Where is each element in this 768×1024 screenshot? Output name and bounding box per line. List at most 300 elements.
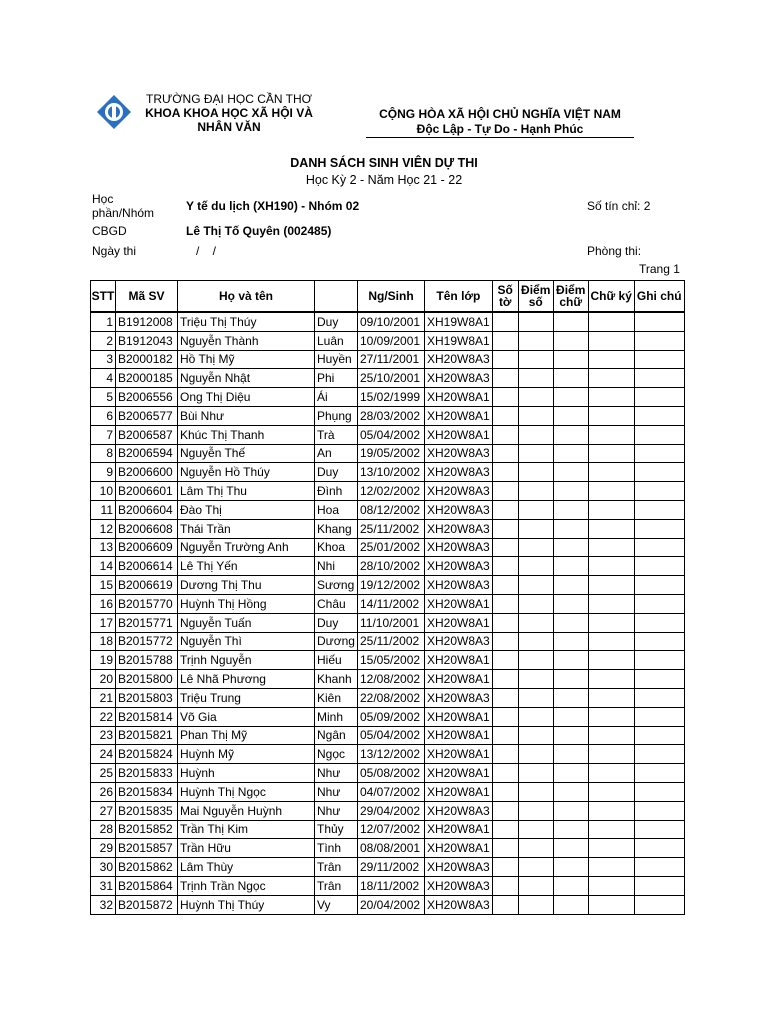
row-note-cell [634, 726, 684, 745]
row-stt: 1 [91, 312, 116, 331]
row-note-cell [634, 425, 684, 444]
row-student-code: B2000182 [116, 350, 178, 369]
row-surname: Huỳnh Thị Ngọc [178, 782, 315, 801]
row-sheets-cell [492, 745, 518, 764]
row-signature-cell [588, 632, 634, 651]
row-surname: Huỳnh Thị Hồng [178, 594, 315, 613]
row-score-number-cell [518, 425, 553, 444]
row-student-code: B2006619 [116, 576, 178, 595]
roster-body [91, 312, 685, 914]
table-row [91, 726, 685, 745]
row-score-number-cell [518, 745, 553, 764]
row-sheets-cell [492, 839, 518, 858]
row-class: XH19W8A1 [425, 312, 493, 331]
row-sheets-cell [492, 594, 518, 613]
table-row [91, 820, 685, 839]
row-note-cell [634, 632, 684, 651]
row-dob: 09/10/2001 [358, 312, 425, 331]
row-score-text-cell [553, 576, 588, 595]
row-surname: Nguyễn Nhật [178, 369, 315, 388]
row-score-number-cell [518, 632, 553, 651]
row-signature-cell [588, 745, 634, 764]
row-signature-cell [588, 388, 634, 407]
row-surname: Trần Hữu [178, 839, 315, 858]
row-student-code: B2015824 [116, 745, 178, 764]
row-stt: 11 [91, 500, 116, 519]
table-row [91, 388, 685, 407]
row-stt: 9 [91, 463, 116, 482]
row-dob: 05/04/2002 [358, 425, 425, 444]
row-note-cell [634, 388, 684, 407]
row-dob: 13/12/2002 [358, 745, 425, 764]
row-class: XH20W8A1 [425, 651, 493, 670]
row-surname: Trịnh Nguyễn [178, 651, 315, 670]
row-score-text-cell [553, 858, 588, 877]
row-dob: 12/02/2002 [358, 482, 425, 501]
row-student-code: B2015772 [116, 632, 178, 651]
row-stt: 22 [91, 707, 116, 726]
row-note-cell [634, 482, 684, 501]
row-note-cell [634, 670, 684, 689]
row-given-name: Phụng [315, 406, 358, 425]
row-given-name: An [315, 444, 358, 463]
row-given-name: Minh [315, 707, 358, 726]
row-stt: 19 [91, 651, 116, 670]
row-student-code: B2006608 [116, 519, 178, 538]
row-score-text-cell [553, 425, 588, 444]
row-score-text-cell [553, 350, 588, 369]
row-note-cell [634, 839, 684, 858]
row-sheets-cell [492, 482, 518, 501]
row-surname: Trịnh Trần Ngọc [178, 876, 315, 895]
row-student-code: B2015800 [116, 670, 178, 689]
row-surname: Võ Gia [178, 707, 315, 726]
row-score-number-cell [518, 688, 553, 707]
row-score-number-cell [518, 707, 553, 726]
row-stt: 29 [91, 839, 116, 858]
row-stt: 23 [91, 726, 116, 745]
row-signature-cell [588, 406, 634, 425]
row-score-text-cell [553, 726, 588, 745]
row-student-code: B2006587 [116, 425, 178, 444]
row-surname: Đào Thị [178, 500, 315, 519]
row-signature-cell [588, 576, 634, 595]
row-student-code: B2015852 [116, 820, 178, 839]
row-score-number-cell [518, 388, 553, 407]
row-dob: 19/05/2002 [358, 444, 425, 463]
row-score-text-cell [553, 820, 588, 839]
row-sheets-cell [492, 820, 518, 839]
row-signature-cell [588, 482, 634, 501]
row-stt: 31 [91, 876, 116, 895]
row-sheets-cell [492, 707, 518, 726]
document-title: DANH SÁCH SINH VIÊN DỰ THI [290, 156, 478, 170]
row-surname: Huỳnh Mỹ [178, 745, 315, 764]
row-surname: Nguyễn Trường Anh [178, 538, 315, 557]
row-signature-cell [588, 876, 634, 895]
row-score-number-cell [518, 538, 553, 557]
faculty-name-line1: KHOA KHOA HỌC XÃ HỘI VÀ [145, 106, 313, 120]
row-student-code: B2006577 [116, 406, 178, 425]
row-class: XH20W8A1 [425, 425, 493, 444]
row-stt: 30 [91, 858, 116, 877]
table-row [91, 576, 685, 595]
student-roster-table [90, 280, 685, 915]
row-score-text-cell [553, 670, 588, 689]
row-student-code: B2006609 [116, 538, 178, 557]
row-class: XH20W8A3 [425, 444, 493, 463]
row-surname: Lâm Thùy [178, 858, 315, 877]
row-signature-cell [588, 444, 634, 463]
row-given-name: Khoa [315, 538, 358, 557]
row-surname: Phan Thị Mỹ [178, 726, 315, 745]
row-signature-cell [588, 594, 634, 613]
table-row [91, 538, 685, 557]
table-header-row [91, 281, 685, 313]
row-stt: 4 [91, 369, 116, 388]
row-sheets-cell [492, 651, 518, 670]
row-stt: 15 [91, 576, 116, 595]
row-score-number-cell [518, 858, 553, 877]
row-signature-cell [588, 557, 634, 576]
row-class: XH20W8A1 [425, 406, 493, 425]
row-class: XH20W8A3 [425, 463, 493, 482]
row-note-cell [634, 801, 684, 820]
row-class: XH20W8A3 [425, 801, 493, 820]
row-score-text-cell [553, 688, 588, 707]
row-score-text-cell [553, 444, 588, 463]
credits: Số tín chỉ: 2 [587, 199, 651, 213]
row-stt: 18 [91, 632, 116, 651]
row-score-number-cell [518, 519, 553, 538]
row-dob: 11/10/2001 [358, 613, 425, 632]
row-score-text-cell [553, 707, 588, 726]
row-score-text-cell [553, 764, 588, 783]
row-class: XH20W8A1 [425, 782, 493, 801]
row-given-name: Luân [315, 331, 358, 350]
row-score-number-cell [518, 764, 553, 783]
row-signature-cell [588, 500, 634, 519]
row-note-cell [634, 745, 684, 764]
row-signature-cell [588, 331, 634, 350]
row-given-name: Thủy [315, 820, 358, 839]
row-signature-cell [588, 895, 634, 914]
row-dob: 05/04/2002 [358, 726, 425, 745]
row-student-code: B2015770 [116, 594, 178, 613]
row-class: XH20W8A3 [425, 350, 493, 369]
row-score-text-cell [553, 839, 588, 858]
row-score-text-cell [553, 594, 588, 613]
row-sheets-cell [492, 350, 518, 369]
row-class: XH20W8A3 [425, 482, 493, 501]
row-sheets-cell [492, 876, 518, 895]
row-class: XH20W8A1 [425, 839, 493, 858]
header-sheets: Số tờ [492, 281, 518, 313]
row-signature-cell [588, 688, 634, 707]
lecturer-label: CBGD [92, 224, 127, 238]
row-given-name: Kiên [315, 688, 358, 707]
page-number: Trang 1 [639, 262, 680, 276]
row-signature-cell [588, 820, 634, 839]
university-logo [96, 94, 132, 130]
row-class: XH19W8A1 [425, 331, 493, 350]
row-class: XH20W8A3 [425, 369, 493, 388]
table-row [91, 519, 685, 538]
row-score-number-cell [518, 500, 553, 519]
row-surname: Triệu Thị Thúy [178, 312, 315, 331]
row-class: XH20W8A3 [425, 500, 493, 519]
row-class: XH20W8A3 [425, 895, 493, 914]
row-signature-cell [588, 782, 634, 801]
row-given-name: Vy [315, 895, 358, 914]
row-note-cell [634, 764, 684, 783]
row-student-code: B2015833 [116, 764, 178, 783]
university-name: TRƯỜNG ĐẠI HỌC CẦN THƠ [146, 92, 312, 106]
row-score-number-cell [518, 820, 553, 839]
row-sheets-cell [492, 463, 518, 482]
row-surname: Lê Nhã Phương [178, 670, 315, 689]
row-student-code: B2015771 [116, 613, 178, 632]
row-note-cell [634, 858, 684, 877]
row-note-cell [634, 557, 684, 576]
row-surname: Nguyễn Thì [178, 632, 315, 651]
row-surname: Nguyễn Thế [178, 444, 315, 463]
row-score-text-cell [553, 463, 588, 482]
row-note-cell [634, 538, 684, 557]
nation-motto: Độc Lập - Tự Do - Hạnh Phúc [366, 122, 634, 138]
row-sheets-cell [492, 388, 518, 407]
row-surname: Huỳnh [178, 764, 315, 783]
course-label: Học phần/Nhóm [92, 192, 155, 220]
table-row [91, 406, 685, 425]
row-dob: 27/11/2001 [358, 350, 425, 369]
row-class: XH20W8A1 [425, 726, 493, 745]
row-dob: 25/10/2001 [358, 369, 425, 388]
row-class: XH20W8A3 [425, 538, 493, 557]
table-row [91, 895, 685, 914]
table-row [91, 688, 685, 707]
row-class: XH20W8A1 [425, 707, 493, 726]
header-class: Tên lớp [425, 281, 493, 313]
row-sheets-cell [492, 688, 518, 707]
row-dob: 15/05/2002 [358, 651, 425, 670]
nation-header [366, 107, 634, 138]
header-score-text: Điểm chữ [553, 281, 588, 313]
row-class: XH20W8A1 [425, 594, 493, 613]
row-stt: 27 [91, 801, 116, 820]
row-given-name: Hiếu [315, 651, 358, 670]
row-surname: Lê Thị Yến [178, 557, 315, 576]
row-score-text-cell [553, 651, 588, 670]
exam-date-label: Ngày thi [92, 244, 137, 258]
row-score-number-cell [518, 406, 553, 425]
row-class: XH20W8A3 [425, 576, 493, 595]
table-row [91, 839, 685, 858]
header-fullname: Họ và tên [178, 281, 315, 313]
row-surname: Triệu Trung [178, 688, 315, 707]
row-note-cell [634, 688, 684, 707]
row-class: XH20W8A3 [425, 858, 493, 877]
row-dob: 08/12/2002 [358, 500, 425, 519]
row-score-number-cell [518, 651, 553, 670]
row-dob: 25/01/2002 [358, 538, 425, 557]
row-given-name: Nhi [315, 557, 358, 576]
row-score-number-cell [518, 576, 553, 595]
row-score-number-cell [518, 876, 553, 895]
row-stt: 5 [91, 388, 116, 407]
row-score-number-cell [518, 350, 553, 369]
table-row [91, 613, 685, 632]
row-sheets-cell [492, 726, 518, 745]
table-row [91, 463, 685, 482]
row-dob: 05/08/2002 [358, 764, 425, 783]
row-signature-cell [588, 613, 634, 632]
row-class: XH20W8A1 [425, 670, 493, 689]
row-class: XH20W8A3 [425, 688, 493, 707]
row-signature-cell [588, 369, 634, 388]
row-surname: Hồ Thị Mỹ [178, 350, 315, 369]
row-dob: 22/08/2002 [358, 688, 425, 707]
table-row [91, 745, 685, 764]
row-stt: 7 [91, 425, 116, 444]
table-row [91, 369, 685, 388]
header-stt: STT [91, 281, 116, 313]
row-note-cell [634, 707, 684, 726]
row-surname: Khúc Thị Thanh [178, 425, 315, 444]
row-stt: 14 [91, 557, 116, 576]
row-signature-cell [588, 858, 634, 877]
nation-name: CỘNG HÒA XÃ HỘI CHỦ NGHĨA VIỆT NAM [379, 107, 621, 121]
row-given-name: Duy [315, 312, 358, 331]
row-score-number-cell [518, 444, 553, 463]
row-given-name: Huyền [315, 350, 358, 369]
row-given-name: Khanh [315, 670, 358, 689]
table-row [91, 632, 685, 651]
table-row [91, 670, 685, 689]
table-row [91, 482, 685, 501]
row-given-name: Ngân [315, 726, 358, 745]
row-surname: Nguyễn Tuấn [178, 613, 315, 632]
row-given-name: Duy [315, 613, 358, 632]
row-score-text-cell [553, 632, 588, 651]
row-sheets-cell [492, 576, 518, 595]
row-student-code: B2015835 [116, 801, 178, 820]
row-stt: 3 [91, 350, 116, 369]
row-given-name: Như [315, 801, 358, 820]
row-surname: Bùi Như [178, 406, 315, 425]
row-class: XH20W8A3 [425, 876, 493, 895]
row-note-cell [634, 463, 684, 482]
row-stt: 32 [91, 895, 116, 914]
table-row [91, 858, 685, 877]
row-given-name: Trân [315, 858, 358, 877]
header-dob: Ng/Sinh [358, 281, 425, 313]
row-score-text-cell [553, 613, 588, 632]
row-dob: 15/02/1999 [358, 388, 425, 407]
row-class: XH20W8A3 [425, 557, 493, 576]
row-score-number-cell [518, 839, 553, 858]
row-class: XH20W8A1 [425, 745, 493, 764]
row-note-cell [634, 876, 684, 895]
row-student-code: B2006601 [116, 482, 178, 501]
row-signature-cell [588, 519, 634, 538]
row-given-name: Hoa [315, 500, 358, 519]
row-score-text-cell [553, 312, 588, 331]
row-class: XH20W8A3 [425, 632, 493, 651]
row-score-number-cell [518, 895, 553, 914]
row-given-name: Tình [315, 839, 358, 858]
header-code: Mã SV [116, 281, 178, 313]
row-sheets-cell [492, 801, 518, 820]
row-score-text-cell [553, 406, 588, 425]
row-class: XH20W8A1 [425, 820, 493, 839]
row-score-number-cell [518, 331, 553, 350]
row-note-cell [634, 820, 684, 839]
row-score-text-cell [553, 331, 588, 350]
row-stt: 10 [91, 482, 116, 501]
row-student-code: B2015872 [116, 895, 178, 914]
row-given-name: Như [315, 764, 358, 783]
row-stt: 17 [91, 613, 116, 632]
row-score-text-cell [553, 895, 588, 914]
table-row [91, 425, 685, 444]
table-row [91, 594, 685, 613]
row-given-name: Duy [315, 463, 358, 482]
row-score-text-cell [553, 876, 588, 895]
row-note-cell [634, 444, 684, 463]
row-score-number-cell [518, 482, 553, 501]
row-sheets-cell [492, 406, 518, 425]
exam-date-value: / / [196, 244, 217, 258]
table-row [91, 707, 685, 726]
row-dob: 18/11/2002 [358, 876, 425, 895]
row-signature-cell [588, 764, 634, 783]
row-given-name: Châu [315, 594, 358, 613]
row-score-number-cell [518, 557, 553, 576]
row-note-cell [634, 331, 684, 350]
row-dob: 12/07/2002 [358, 820, 425, 839]
row-note-cell [634, 312, 684, 331]
row-dob: 28/10/2002 [358, 557, 425, 576]
row-given-name: Phi [315, 369, 358, 388]
row-score-text-cell [553, 482, 588, 501]
row-stt: 21 [91, 688, 116, 707]
row-student-code: B2015788 [116, 651, 178, 670]
table-row [91, 876, 685, 895]
row-signature-cell [588, 312, 634, 331]
row-stt: 6 [91, 406, 116, 425]
row-stt: 8 [91, 444, 116, 463]
row-given-name: Ngọc [315, 745, 358, 764]
row-class: XH20W8A1 [425, 764, 493, 783]
faculty-name-line2: NHÂN VĂN [197, 120, 261, 134]
row-note-cell [634, 519, 684, 538]
university-header [134, 92, 324, 134]
row-sheets-cell [492, 312, 518, 331]
row-signature-cell [588, 463, 634, 482]
row-score-text-cell [553, 538, 588, 557]
row-signature-cell [588, 651, 634, 670]
row-student-code: B2015834 [116, 782, 178, 801]
row-student-code: B2006614 [116, 557, 178, 576]
row-score-number-cell [518, 801, 553, 820]
row-stt: 13 [91, 538, 116, 557]
row-dob: 05/09/2002 [358, 707, 425, 726]
table-row [91, 764, 685, 783]
row-note-cell [634, 651, 684, 670]
row-given-name: Ái [315, 388, 358, 407]
row-sheets-cell [492, 782, 518, 801]
